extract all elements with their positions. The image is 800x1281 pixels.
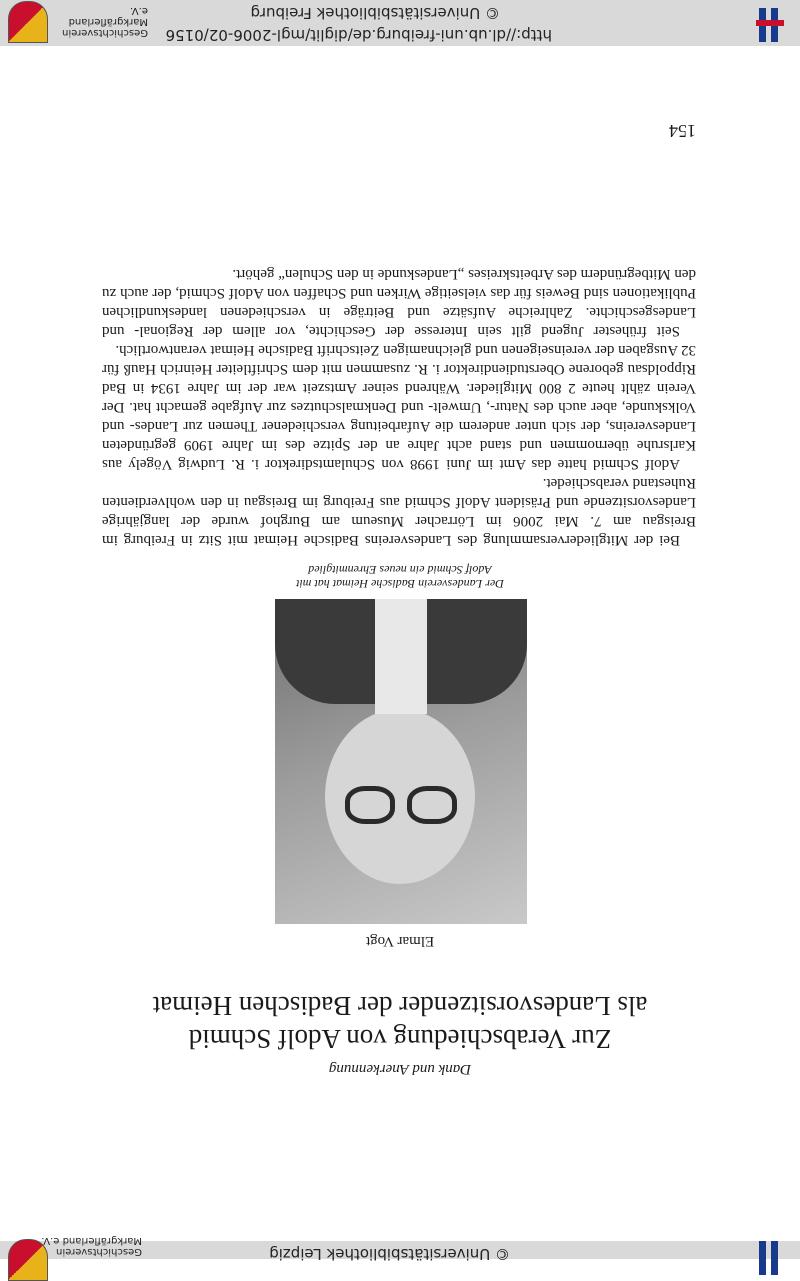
article-paragraph-2: Adolf Schmid hatte das Amt im Juni 1998 von Schulamtsdirektor i. R. Ludwig Vögely aus Karlsruhe übernommen und stand acht Jahre an der Spitze des im Jahre 1909 gegründeten Landesvereins, der sich unter anderem die Aufarbeitung verschiedener Themen zur Landes- und Volkskunde, aber auch des Natur-, Umwelt- und Denkmalschutzes zur Aufgabe gemacht hat. Der Verein zählt heute 2 800 Mitglieder. Während seiner Amtszeit war der im Jahre 1934 in Bad Rippoldsau geborene Oberstudiendirektor i. R. zusammen mit dem Schriftleiter Heinrich Hauß für 32 Ausgaben der vereinseigenen und gleichnamigen Zeitschrift Badische Heimat verantwortlich. bbox=[102, 342, 696, 472]
bottom-bar bbox=[0, 0, 800, 46]
portrait-photo bbox=[275, 599, 527, 924]
article-body bbox=[102, 264, 696, 549]
footer-society-crest-icon bbox=[8, 1, 48, 43]
article-title bbox=[0, 989, 800, 1055]
footer-society-text: Geschichtsverein Markgräflerland e.V. bbox=[62, 5, 148, 38]
footer-url-link[interactable]: http://dl.ub.uni-freiburg.de/diglit/mgl-2006-02/0156 bbox=[165, 26, 552, 44]
top-bar bbox=[0, 1235, 800, 1263]
university-logo-icon bbox=[756, 1241, 784, 1275]
document-page bbox=[0, 46, 800, 1213]
top-society-text: Geschichtsverein Markgräflerland e.V. bbox=[41, 1235, 142, 1257]
top-library-text: © Universitätsbibliothek Leipzig bbox=[269, 1245, 510, 1263]
photo-caption bbox=[0, 563, 800, 591]
article-paragraph-3: Seit frühester Jugend gilt sein Interesse der Geschichte, vor allem der Regional- und Landesgeschichte. Zahlreiche Aufsätze und Beiträge in verschiedenen landeskundlichen Publikationen sind Beweis für das vielseitige Wirken und Schaffen von Adolf Schmid, der auch zu den Mitbegründern des Arbeitskreises „Landeskunde in den Schulen“ gehört. bbox=[102, 266, 696, 339]
article-title-line-1: Zur Verabschiedung von Adolf Schmid bbox=[188, 1024, 612, 1054]
page-number: 154 bbox=[669, 121, 696, 141]
article-kicker: Dank und Anerkennung bbox=[328, 1061, 472, 1077]
footer-university-logo-icon bbox=[756, 8, 784, 42]
portrait-shirt bbox=[375, 599, 427, 714]
article-paragraph-1: Bei der Mitgliederversammlung des Landesvereins Badische Heimat mit Sitz in Freiburg im Breisgau am 7. Mai 2006 im Lörracher Museum am Burghof wurde der langjährige Landesvorsitzende und Präsident Adolf Schmid aus Freiburg im Breisgau in den wohlverdienten Ruhestand verabschiedet. bbox=[102, 475, 696, 548]
article-author: Elmar Vogt bbox=[365, 933, 435, 949]
article-title-line-2: als Landesvorsitzender der Badischen Heimat bbox=[152, 991, 648, 1021]
photo-caption-line-2: Adolf Schmid ein neues Ehrenmitglied bbox=[308, 563, 492, 577]
footer-library-text: © Universitätsbibliothek Freiburg bbox=[250, 4, 500, 22]
portrait-glasses bbox=[341, 784, 457, 824]
photo-caption-line-1: Der Landesverein Badische Heimat hat mit bbox=[296, 577, 504, 591]
